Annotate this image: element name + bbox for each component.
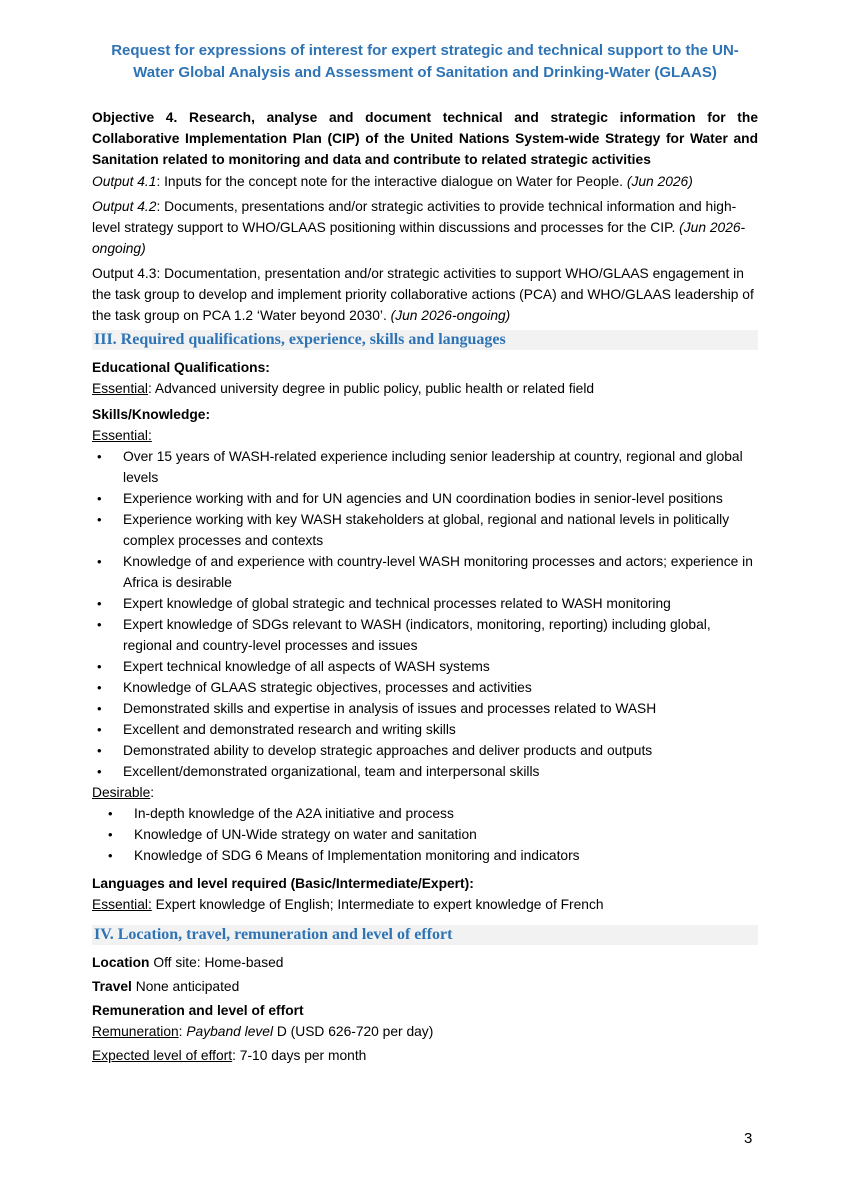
- bullet-icon: •: [97, 554, 102, 569]
- bullet-icon: •: [108, 827, 113, 842]
- output-4-1: [92, 171, 758, 192]
- languages-essential: Essential: Expert knowledge of English; Intermediate to expert knowledge of French: [92, 897, 604, 912]
- education-essential-text: : Advanced university degree in public policy, public health or related field: [147, 381, 595, 396]
- objective-4-block: [92, 107, 758, 326]
- list-item: • Knowledge of and experience with country-level WASH monitoring processes and actors; experience in Africa is desirable: [92, 551, 758, 593]
- remuneration-line: Remuneration: Payband level D (USD 626-720 per day): [92, 1024, 434, 1039]
- list-item: • Expert technical knowledge of all aspects of WASH systems: [92, 656, 758, 677]
- travel-line: Travel None anticipated: [92, 979, 240, 994]
- list-item: • Knowledge of SDG 6 Means of Implementation monitoring and indicators: [92, 845, 758, 866]
- skills-essential-list: [92, 446, 758, 782]
- bullet-icon: •: [97, 743, 102, 758]
- skills-desirable-label: Desirable:: [92, 785, 155, 800]
- list-item: • Experience working with key WASH stakeholders at global, regional and national levels in politically complex processes and contexts: [92, 509, 758, 551]
- essential-label: Essential: [92, 381, 148, 396]
- list-item: • Experience working with and for UN agencies and UN coordination bodies in senior-level positions: [92, 488, 758, 509]
- bullet-icon: •: [97, 680, 102, 695]
- skills-heading: Skills/Knowledge:: [92, 407, 211, 422]
- title-line-1: Request for expressions of interest for expert strategic and technical support to the UN-: [111, 42, 739, 59]
- bullet-icon: •: [97, 491, 102, 506]
- list-item: • Excellent and demonstrated research and writing skills: [92, 719, 758, 740]
- list-item: • In-depth knowledge of the A2A initiative and process: [92, 803, 758, 824]
- list-item: • Demonstrated skills and expertise in analysis of issues and processes related to WASH: [92, 698, 758, 719]
- bullet-icon: •: [108, 848, 113, 863]
- section-3-body: [92, 357, 758, 915]
- languages-heading: Languages and level required (Basic/Intermediate/Expert):: [92, 876, 474, 891]
- output-date: (Jun 2026): [626, 174, 693, 189]
- output-text: : Documentation, presentation and/or strategic activities to support WHO/GLAAS engagement in the task group to develop and implement priority collaborative actions (PCA) and WHO/GLAAS leadership of the task group on PCA 1.2 ‘Water beyond 2030’.: [92, 266, 754, 323]
- section-3-heading: III. Required qualifications, experience, skills and languages: [92, 330, 758, 350]
- list-item: • Knowledge of GLAAS strategic objectives, processes and activities: [92, 677, 758, 698]
- output-date: (Jun 2026-ongoing): [92, 220, 746, 256]
- list-item: • Demonstrated ability to develop strategic approaches and deliver products and outputs: [92, 740, 758, 761]
- bullet-icon: •: [108, 806, 113, 821]
- bullet-icon: •: [97, 512, 102, 527]
- output-4-3: [92, 263, 758, 326]
- title-line-2: Water Global Analysis and Assessment of Sanitation and Drinking-Water (GLAAS): [133, 64, 717, 81]
- bullet-icon: •: [97, 617, 102, 632]
- output-4-2: [92, 196, 758, 259]
- output-label: Output 4.2: [92, 199, 157, 214]
- effort-line: Expected level of effort: 7-10 days per month: [92, 1048, 367, 1063]
- output-text: : Documents, presentations and/or strategic activities to provide technical information and high-level strategy support to WHO/GLAAS positioning within discussions and processes for the CIP.: [92, 199, 737, 235]
- bullet-icon: •: [97, 659, 102, 674]
- section-4-body: [92, 952, 758, 1066]
- list-item: • Knowledge of UN-Wide strategy on water and sanitation: [92, 824, 758, 845]
- list-item: • Excellent/demonstrated organizational, team and interpersonal skills: [92, 761, 758, 782]
- list-item: • Expert knowledge of SDGs relevant to WASH (indicators, monitoring, reporting) including global, regional and country-level processes and issues: [92, 614, 758, 656]
- location-line: Location Off site: Home-based: [92, 955, 284, 970]
- list-item: • Expert knowledge of global strategic and technical processes related to WASH monitoring: [92, 593, 758, 614]
- objective-4-heading: Objective 4. Research, analyse and document technical and strategic information for the Collaborative Implementation Plan (CIP) of the United Nations System-wide Strategy for Water and Sanitation related to monitoring and data and contribute to related strategic activities: [92, 110, 758, 167]
- education-essential: [92, 378, 758, 399]
- output-text: : Inputs for the concept note for the interactive dialogue on Water for People.: [156, 174, 627, 189]
- document-title: [95, 40, 755, 84]
- education-heading: Educational Qualifications:: [92, 360, 270, 375]
- section-4-heading: IV. Location, travel, remuneration and level of effort: [92, 925, 758, 945]
- bullet-icon: •: [97, 449, 102, 464]
- bullet-icon: •: [97, 596, 102, 611]
- skills-desirable-list: [92, 803, 758, 866]
- output-label: Output 4.1: [92, 174, 157, 189]
- bullet-icon: •: [97, 764, 102, 779]
- output-label: Output 4.3: [92, 266, 157, 281]
- output-date: (Jun 2026-ongoing): [390, 308, 511, 323]
- essential-label: Essential:: [92, 897, 152, 912]
- bullet-icon: •: [97, 722, 102, 737]
- remuneration-heading: Remuneration and level of effort: [92, 1003, 304, 1018]
- list-item: • Over 15 years of WASH-related experience including senior leadership at country, regional and global levels: [92, 446, 758, 488]
- skills-essential-label: Essential:: [92, 428, 152, 443]
- page-number: 3: [744, 1130, 753, 1147]
- bullet-icon: •: [97, 701, 102, 716]
